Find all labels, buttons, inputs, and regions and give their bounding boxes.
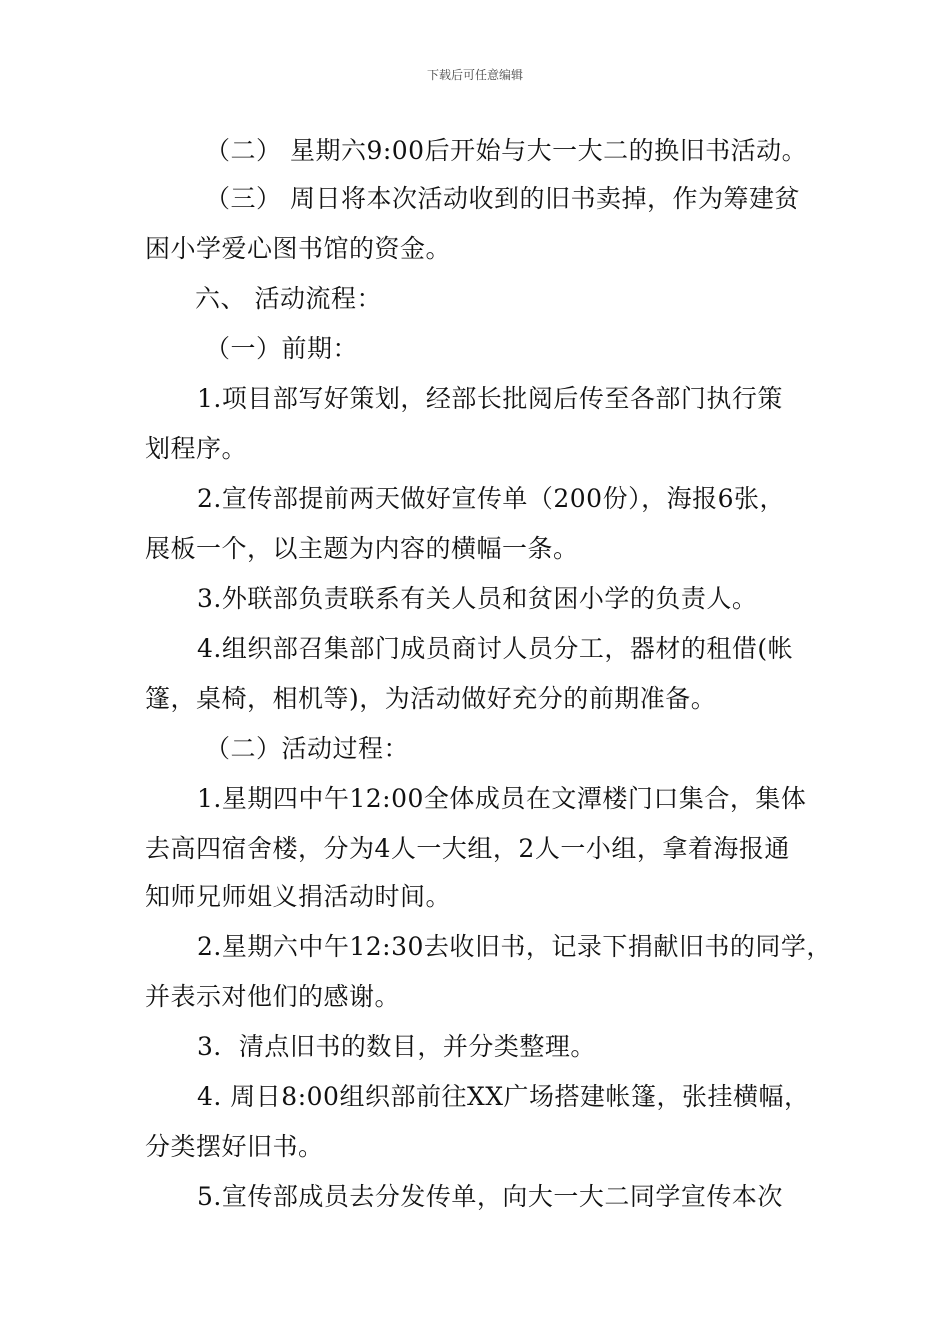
paragraph-line: 4. 周日8:00组织部前往XX广场搭建帐篷，张挂横幅， <box>197 1082 810 1111</box>
paragraph-line: 篷，桌椅，相机等)，为活动做好充分的前期准备。 <box>145 684 717 713</box>
paragraph-line: 1.项目部写好策划，经部长批阅后传至各部门执行策 <box>197 384 783 413</box>
paragraph-line: （三） 周日将本次活动收到的旧书卖掉，作为筹建贫 <box>205 184 800 213</box>
page-header: 下载后可任意编辑 <box>426 68 523 82</box>
subsection-heading: （二）活动过程： <box>205 734 410 763</box>
section-heading: 六、 活动流程： <box>195 284 382 313</box>
paragraph-line: 去高四宿舍楼，分为4人一大组，2人一小组，拿着海报通 <box>145 834 790 863</box>
paragraph-line: （二） 星期六9:00后开始与大一大二的换旧书活动。 <box>205 136 808 165</box>
paragraph-line: 4.组织部召集部门成员商讨人员分工，器材的租借(帐 <box>197 634 794 663</box>
paragraph-line: 展板一个，以主题为内容的横幅一条。 <box>145 534 579 563</box>
paragraph-line: 2.宣传部提前两天做好宣传单（200份），海报6张， <box>197 484 785 513</box>
paragraph-line: 1.星期四中午12:00全体成员在文潭楼门口集合，集体 <box>197 784 807 813</box>
paragraph-line: 5.宣传部成员去分发传单，向大一大二同学宣传本次 <box>197 1182 783 1211</box>
paragraph-line: 分类摆好旧书。 <box>145 1132 324 1161</box>
paragraph-line: 困小学爱心图书馆的资金。 <box>145 234 452 263</box>
paragraph-line: 划程序。 <box>145 434 248 463</box>
paragraph-line: 并表示对他们的感谢。 <box>145 982 401 1011</box>
paragraph-line: 3.外联部负责联系有关人员和贫困小学的负责人。 <box>197 584 758 613</box>
paragraph-line: 2.星期六中午12:30去收旧书，记录下捐献旧书的同学， <box>197 932 832 961</box>
paragraph-line: 知师兄师姐义捐活动时间。 <box>145 882 452 911</box>
paragraph-line: 3．清点旧书的数目，并分类整理。 <box>197 1032 596 1061</box>
subsection-heading: （一）前期： <box>205 334 359 363</box>
